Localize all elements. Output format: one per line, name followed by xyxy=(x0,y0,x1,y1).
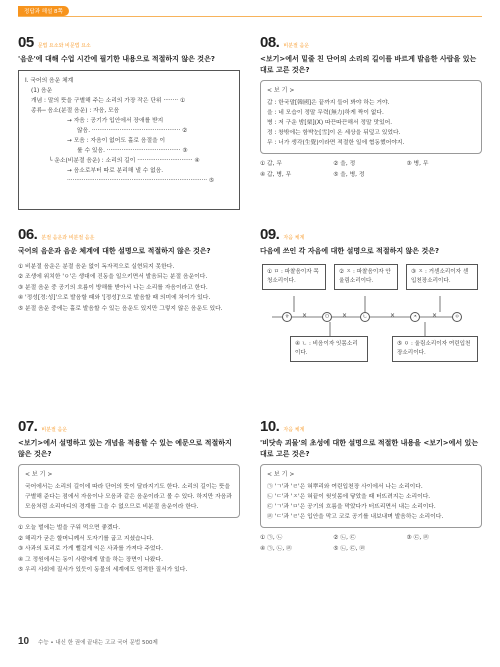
answer-choice[interactable]: ⑤ 우리 사회에 질서가 있듯이 동물의 세계에도 엄격한 질서가 있다. xyxy=(18,567,188,573)
answer-choice[interactable]: ③ 병, 무 xyxy=(406,161,429,167)
question-text: 다음에 쓰인 각 자음에 대한 설명으로 적절하지 않은 것은? xyxy=(260,247,440,255)
question-number: 05 xyxy=(18,34,34,51)
question-tag: 비분절 음운 xyxy=(41,427,68,433)
example-box xyxy=(260,80,482,154)
consonant-circle: ㄴ xyxy=(360,312,370,322)
example-line: ㉠ 'ㄱ'과 'ㄹ'은 혀뿌리와 여린입천장 사이에서 나는 소리이다. xyxy=(267,484,423,490)
note-line: → 음소로부터 따로 분리해 낼 수 없음. xyxy=(67,167,164,174)
answer-choice[interactable]: ⑤ ㉡, ㉢, ㉣ xyxy=(333,545,366,552)
example-text: 국어에서는 소리의 길이에 따라 단어의 뜻이 달라지기도 한다. 소리의 길이는 뜻을 구별해 준다는 점에서 자음이나 모음과 같은 음운이라고 볼 수 있다. 하지만 자음과 모음처럼 소리마디의 경계를 그을 수 없으므로 비분절 음운이라 한다. xyxy=(25,484,232,510)
note-line: → 모음 : 자음이 없어도 홀로 음절을 이 xyxy=(67,137,166,144)
example-line: ㉢ 'ㄱ'과 'ㅁ'은 공기의 흐름을 막았다가 터뜨리면서 내는 소리이다. xyxy=(267,504,436,510)
note-line: (1) 음운 xyxy=(31,87,53,94)
example-line: ㉣ 'ㄷ'과 'ㄹ'은 입안을 막고 코로 공기를 내보내며 발음하는 소리이다. xyxy=(267,514,444,520)
example-line: ㉡ 'ㄷ'과 'ㅈ'은 혀끝이 윗잇몸에 닿았을 때 터뜨려지는 소리이다. xyxy=(267,494,431,500)
answer-choice[interactable]: ④ ㉠, ㉡, ㉣ xyxy=(260,545,292,552)
example-box-title: < 보 기 > xyxy=(267,87,295,94)
question-number: 06. xyxy=(18,226,38,243)
header-tag: 정답과 해설 8쪽 xyxy=(18,6,69,16)
note-line: Ⅰ. 국어의 음운 체계 xyxy=(25,77,74,84)
question-10 xyxy=(260,418,482,554)
answer-choices xyxy=(18,523,240,576)
question-number: 10. xyxy=(260,418,280,435)
question-09 xyxy=(260,226,482,370)
example-box xyxy=(260,464,482,528)
answer-choice[interactable]: ② ㉡, ㉢ xyxy=(333,535,356,541)
description-box: ② ㅈ : 파찰음이자 안울림소리이다. xyxy=(334,264,398,290)
question-tag: 문법 요소와 비문법 요소 xyxy=(37,43,91,49)
question-07 xyxy=(18,418,240,576)
answer-choice[interactable]: ⑤ 을, 병, 정 xyxy=(333,171,365,178)
page-number: 10 xyxy=(18,636,30,647)
description-box: ④ ㄴ : 비음이자 잇몸소리이다. xyxy=(290,336,368,362)
question-text: <보기>에서 밑줄 친 단어의 소리의 길이를 바르게 발음한 사람을 있는 대로 고른 것은? xyxy=(260,55,477,74)
question-number: 09. xyxy=(260,226,280,243)
note-line: → 자음 : 공기가 입안에서 장애를 받지 xyxy=(67,117,164,124)
consonant-circle: ㅈ xyxy=(410,312,420,322)
question-tag: 자음 체계 xyxy=(283,427,305,433)
answer-choice[interactable]: ④ '정성[정:성]'으로 발음할 때와 '[정성]'으로 발음할 때 의미에 차이가 있다. xyxy=(18,295,211,301)
question-tag: 자음 체계 xyxy=(283,235,305,241)
example-line: 갑 : 한국말[韓國]은 끝까지 들어 봐야 하는 거야. xyxy=(267,100,390,106)
example-box-title: < 보 기 > xyxy=(267,471,295,478)
question-tag: 비분절 음운 xyxy=(283,43,310,49)
answer-choice[interactable]: ② 조생에 위치한 'ㅇ'은 생대에 진동을 일으키면서 발음되는 분절 음운이다. xyxy=(18,274,208,280)
answer-choices xyxy=(260,159,482,180)
question-number: 07. xyxy=(18,418,38,435)
note-box xyxy=(18,70,240,210)
answer-choice[interactable]: ① 비분절 음운은 분절 음운 없이 독자적으로 실현되지 못한다. xyxy=(18,263,175,270)
answer-choice[interactable]: ① 갑, 무 xyxy=(260,161,282,167)
answer-choice[interactable]: ① 오늘 벌에는 벌을 구워 먹으면 좋겠다. xyxy=(18,525,121,531)
consonant-diagram xyxy=(260,262,482,370)
example-line: 무 : 너가 생각(生覺)이라면 적절한 일에 협동했어야지. xyxy=(267,140,405,146)
question-05 xyxy=(18,34,240,210)
question-06 xyxy=(18,226,240,314)
x-mark: × xyxy=(432,311,438,319)
x-mark: × xyxy=(390,311,396,319)
example-box-title: < 보 기 > xyxy=(25,471,53,478)
answer-choice[interactable]: ⑤ 분절 음운 중에는 홀로 발음할 수 있는 음운도 있지만 그렇지 않은 음운도 있다. xyxy=(18,305,223,312)
question-08 xyxy=(260,34,482,180)
answer-choice[interactable]: ④ 그 정원에서는 동이 사람에게 말을 하는 장면이 나왔다. xyxy=(18,556,163,563)
example-box xyxy=(18,464,240,518)
note-line: ············································································ ⑤ xyxy=(67,177,215,184)
note-line: 종류─ 음소(분절 음운) : 자음, 모음 xyxy=(31,107,120,114)
consonant-circle: ㅁ xyxy=(322,312,332,322)
answer-choices xyxy=(260,533,482,554)
x-mark: × xyxy=(302,311,308,319)
answer-choices xyxy=(18,262,240,315)
note-line: 룰 수 있음. ········································ ③ xyxy=(77,147,188,154)
example-line: 정 : 창밖에는 함박눈[雪]이 온 세상을 뒤덮고 있었다. xyxy=(267,130,401,136)
example-line: 을 : 네 모습이 정말 무력(無力)하게 짝이 없다. xyxy=(267,110,384,116)
answer-choice[interactable]: ③ 사과의 토리로 가게 뻘걸게 익은 사과를 가져다 주었다. xyxy=(18,546,163,552)
consonant-circle: ㅎ xyxy=(282,312,292,322)
answer-choice[interactable]: ② 을, 정 xyxy=(333,161,356,167)
description-box: ① ㅁ : 파찰음이자 목청소리이다. xyxy=(262,264,326,290)
answer-choice[interactable]: ② 해리가 굳은 할머니께서 도자기를 굽고 지셨습니다. xyxy=(18,535,154,542)
question-text: <보기>에서 설명하고 있는 개념을 적용할 수 있는 예문으로 적절하지 않은 것은? xyxy=(18,439,232,458)
description-box: ③ ㅈ : 거센소리이자 센입천장소리이다. xyxy=(406,264,478,290)
question-number: 08. xyxy=(260,34,280,51)
answer-choice[interactable]: ③ ㉢, ㉣ xyxy=(406,535,429,541)
answer-choice[interactable]: ③ 분절 음운 중 공기의 흐름이 방해를 받아서 나는 소리를 자음이라고 한다. xyxy=(18,284,208,291)
consonant-circle: ㅇ xyxy=(452,312,462,322)
question-text: '비닷속 괴물'의 초성에 대한 설명으로 적절한 내용을 <보기>에서 있는 대로 고른 것은? xyxy=(260,439,479,458)
answer-choice[interactable]: ④ 갑, 병, 무 xyxy=(260,171,292,178)
description-box: ⑤ ㅇ : 울림소리이자 여린입천장소리이다. xyxy=(392,336,478,362)
footer-text: 수능 • 내신 한 권에 끝내는 고교 국어 문법 500제 xyxy=(38,640,158,646)
x-mark: × xyxy=(342,311,348,319)
note-line: 않음. ················································ ② xyxy=(77,127,188,134)
answer-choice[interactable]: ① ㉠, ㉡ xyxy=(260,535,283,541)
header-rule xyxy=(18,16,482,17)
question-text: '음운'에 대해 수업 시간에 필기한 내용으로 적절하지 않은 것은? xyxy=(18,55,215,63)
example-line: 병 : 저 구운 밤[栗](X) 따끈따끈해서 정말 맛있어. xyxy=(267,120,393,126)
note-line: 개념 : 말의 뜻을 구별해 주는 소리의 가장 작은 단위 ········ ① xyxy=(31,97,186,104)
question-text: 국어의 음운과 음운 체계에 대한 설명으로 적절하지 않은 것은? xyxy=(18,247,211,255)
question-tag: 분절 음운과 비분절 음운 xyxy=(41,235,95,241)
note-line: └ 운소(비분절 음운) : 소리의 길이 ······························ ④ xyxy=(49,157,200,164)
